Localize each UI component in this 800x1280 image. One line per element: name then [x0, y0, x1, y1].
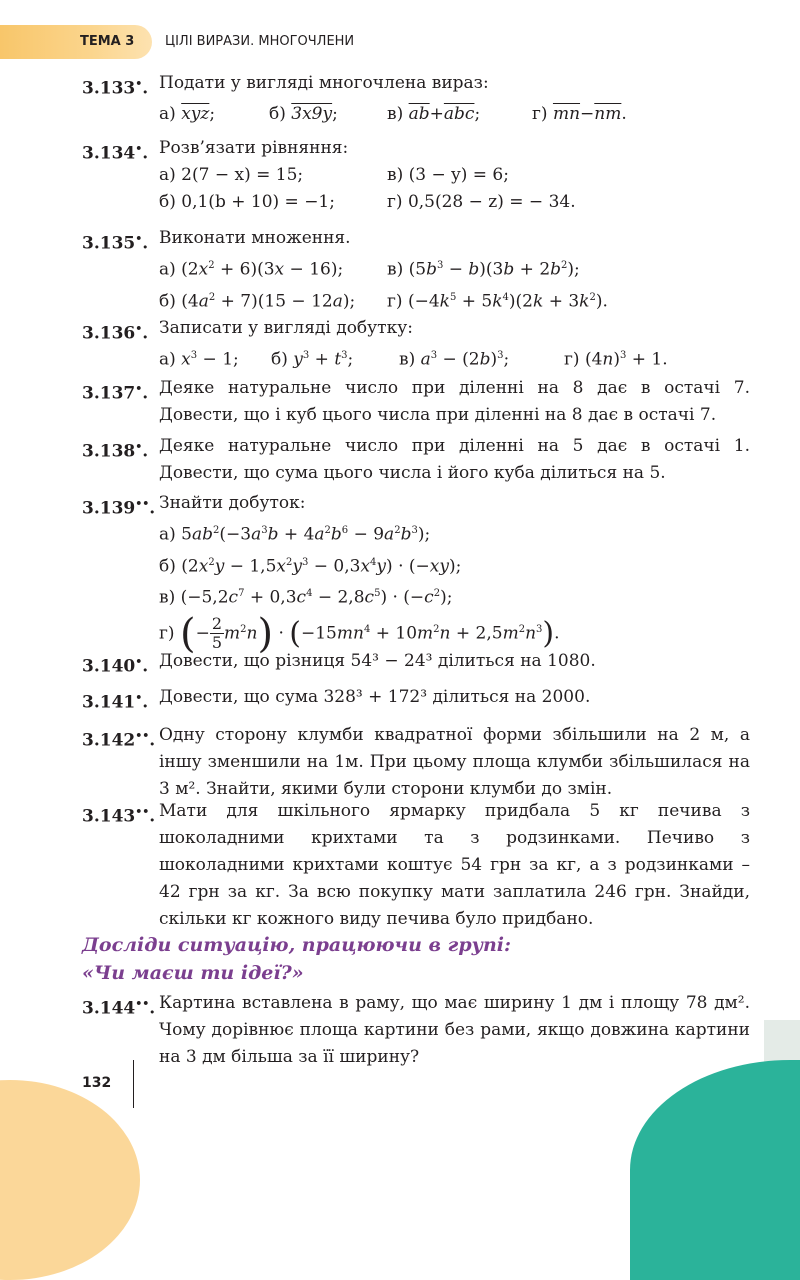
page-number: 132 — [82, 1075, 112, 1091]
problem-text: Мати для шкільного ярмарку придбала 5 кг печива з шоколадними крихтами та з родзинками. Печиво з шоколадними крихтами коштує 54 грн за кг, а з родзинками – 42 грн за кг. За всю покупку мати заплатила 246 грн. Знайди, скільки кг кожного виду печива було придбано. — [159, 801, 750, 929]
problem-3-136 — [82, 315, 750, 374]
problem-text: Одну сторону клумби квадратної форми збільшили на 2 м, а іншу зменшили на 1м. При цьому площа клумби збільшилася на 3 м². Знайти, якими були сторони клумби до змін. — [159, 725, 750, 799]
problem-number: 3.138•. — [82, 440, 149, 462]
section-heading — [82, 931, 682, 987]
problem-text: Записати у вигляді добутку: — [159, 318, 413, 338]
chapter-title: ЦІЛІ ВИРАЗИ. МНОГОЧЛЕНИ — [165, 34, 355, 49]
page-number-divider — [133, 1060, 134, 1108]
problem-number: 3.134•. — [82, 142, 149, 164]
problem-items: а) $\overline{xyz}$; б) 3x9y; в) $\overline{ab}+\overline{abc}$; г) $\overline{mn}-\overline{nm}$. — [159, 104, 627, 124]
problem-text: Довести, що сума 328³ + 172³ ділиться на 2000. — [159, 687, 591, 707]
problem-3-138 — [82, 433, 750, 487]
problem-text: Деяке натуральне число при діленні на 5 дає в остачі 1. Довести, що сума цього числа і його куба ділиться на 5. — [159, 436, 750, 483]
problem-items: б) $(4a^2 + 7)(15 - 12a)$; г) $(-4k^5 + 5k^4)(2k + 3k^2)$. — [159, 291, 608, 312]
problem-3-134 — [82, 135, 750, 216]
problem-items: б) 0,1(b + 10) = −1; г) 0,5(28 − z) = − 34. — [159, 192, 576, 212]
problem-3-139 — [82, 490, 750, 657]
problem-number: 3.135•. — [82, 232, 149, 254]
problem-number: 3.133•. — [82, 77, 149, 99]
problem-item: б) $(2x^2y - 1,5x^2y^3 - 0,3x^4y) \cdot (-xy)$; — [159, 556, 462, 577]
problem-number: 3.136•. — [82, 322, 149, 344]
section-heading-line1: Досліди ситуацію, працюючи в групі: — [82, 934, 512, 956]
problem-3-143 — [82, 798, 750, 933]
problem-text: Довести, що різниця 54³ − 24³ ділиться на 1080. — [159, 651, 596, 671]
problem-items: а) $(2x^2 + 6)(3x - 16)$; в) $(5b^3 - b)(3b + 2b^2)$; — [159, 259, 580, 280]
problem-text: Картина вставлена в раму, що має ширину 1 дм і площу 78 дм². Чому дорівнює площа картини без рами, якщо довжина картини на 3 дм більша за її ширину? — [159, 993, 750, 1067]
problem-item: г) (− $\frac{2}{5}$ $m^2n) \cdot (-15mn^4 + 10m^2n + 2,5m^2n^3)$. — [159, 610, 560, 657]
problem-3-137 — [82, 375, 750, 429]
problem-items: а) $x^3 - 1$; б) $y^3 + t^3$; в) $a^3 - (2b)^3$; г) $(4n)^3 + 1$. — [159, 349, 668, 370]
corner-decoration-right — [630, 1060, 800, 1280]
section-heading-line2: «Чи маєш ти ідеї?» — [82, 962, 304, 984]
problem-3-141 — [82, 684, 750, 711]
problem-text: Знайти добуток: — [159, 493, 306, 513]
problem-3-140 — [82, 648, 750, 675]
problem-number: 3.143••. — [82, 805, 156, 827]
problem-3-135 — [82, 225, 750, 315]
topic-label: ТЕМА 3 — [80, 34, 135, 49]
problem-number: 3.137•. — [82, 382, 149, 404]
problem-text: Подати у вигляді многочлена вираз: — [159, 73, 489, 93]
problem-number: 3.139••. — [82, 497, 156, 519]
problem-3-133 — [82, 70, 750, 128]
problem-number: 3.144••. — [82, 997, 156, 1019]
problem-item: а) $5ab^2(-3a^3b + 4a^2b^6 - 9a^2b^3)$; — [159, 524, 431, 545]
problem-text: Розв’язати рівняння: — [159, 138, 349, 158]
problem-items: а) 2(7 − x) = 15; в) (3 − y) = 6; — [159, 165, 509, 185]
problem-number: 3.140•. — [82, 655, 149, 677]
problem-text: Деяке натуральне число при діленні на 8 дає в остачі 7. Довести, що і куб цього числа при діленні на 8 дає в остачі 7. — [159, 378, 750, 425]
problem-text: Виконати множення. — [159, 228, 351, 248]
problem-item: в) $(-5,2c^7 + 0,3c^4 - 2,8c^5) \cdot (-c^2)$; — [159, 587, 453, 608]
problem-number: 3.141•. — [82, 691, 149, 713]
corner-decoration-left — [0, 1080, 140, 1280]
problem-3-142 — [82, 722, 750, 803]
problem-3-144 — [82, 990, 750, 1071]
problem-number: 3.142••. — [82, 729, 156, 751]
